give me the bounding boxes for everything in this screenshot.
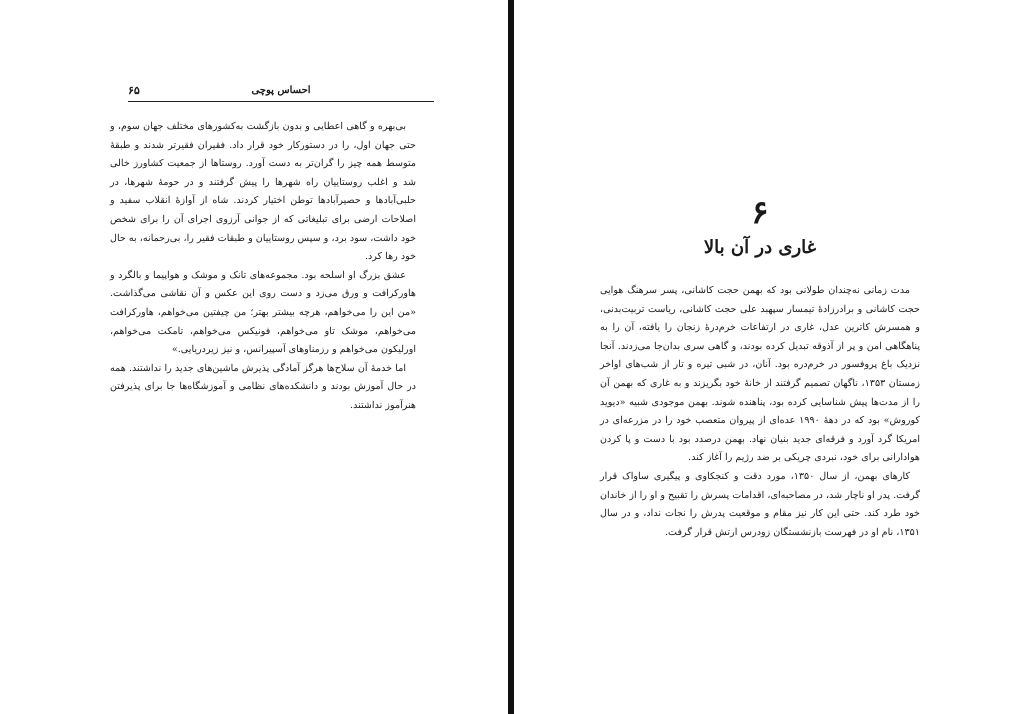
page-number: ۶۵ [128, 84, 140, 97]
running-title: احساس پوچی [251, 85, 311, 96]
right-page-body [600, 282, 920, 542]
chapter-number: ۶ [751, 193, 769, 231]
paragraph: بی‌بهره و گاهی اعطایی و بدون بازگشت به‌کشورهای مختلف جهان سوم، و حتی جهان اول، را در دستورکار خود قرار داد. فقیران فقیرتر شدند و طبقهٔ متوسط همه چیز را گران‌تر به دست آورد. روستاها از جمعیت کشاورز خالی شد و اغلب روستاییان راه شهرها را پیش گرفتند و در حومهٔ شهرها، در حلبی‌آبادها و حصیرآبادها توطن اختیار کردند. شاه از آوازهٔ انقلاب سفید و اصلاحات ارضی برای تبلیغاتی که از جوانی آرزوی اجرای آن را برای شخص خود داشت، سود برد، و سپس روستاییان و طبقات فقیر را، بی‌رحمانه، به حال خود رها کرد. [110, 121, 416, 263]
header-rule [128, 101, 434, 102]
paragraph: عشق بزرگ او اسلحه بود. مجموعه‌های تانک و موشک و هواپیما و بالگرد و هاورکرافت و ورق می‌زد و دست روی این عکس و آن نقاشی می‌گذاشت. «من این را می‌خواهم، هرچه بیشتر بهتر؛ من چیفتین می‌خواهم، هاورکرافت می‌خواهم، موشک تاو می‌خواهم، فونیکس می‌خواهم، تامکت می‌خواهم، اورلیکون می‌خواهم و رزمناوهای آسپیرانس، و نیز زیردریایی.» [110, 269, 416, 356]
running-header [128, 82, 434, 100]
paragraph: کارهای بهمن، از سال ۱۳۵۰، مورد دقت و کنجکاوی و پیگیری ساواک قرار گرفت. پدر او ناچار شد، در مصاحبه‌ای، اقدامات پسرش را تقبیح و او را از خاندان خود طرد کند. حتی این کار نیز مقام و موقعیت پدرش را نجات نداد، و در سال ۱۳۵۱، نام او در فهرست بازنشستگان زودرس ارتش قرار گرفت. [600, 470, 920, 538]
chapter-title: غاری در آن بالا [703, 237, 817, 258]
paragraph: مدت زمانی نه‌چندان طولانی بود که بهمن حجت کاشانی، پسر سرهنگ هوایی حجت کاشانی و برادرزادهٔ تیمسار سپهبد علی حجت کاشانی، ریاست تربیت‌بدنی، و همسرش کاترین عدل، غاری در ارتفاعات خرم‌درهٔ زنجان را یافته، آن را به پناهگاهی امن و پر از آذوقه تبدیل کرده بودند، و گاهی سری بدان‌جا می‌زدند. آنجا نزدیک باغ پروفسور در خرم‌دره بود. آنان، در شبی تیره و تار از شب‌های اواخر زمستان ۱۳۵۳، ناگهان تصمیم گرفتند از خانهٔ خود بگریزند و به غاری که بهمن آن را از مدت‌ها پیش شناسایی کرده بود، پناهنده شوند. بهمن موجودی شبیه «دیوید کوروش» بود که در دههٔ ۱۹۹۰ عده‌ای از پیروان متعصب خود را در مزرعه‌ای در امریکا گرد آورد و فرقه‌ای جدید بنیان نهاد. بهمن درصدد بود با دست و پا کردن هوادارانی برای خود، نبردی چریکی بر ضد رژیم را آغاز کند. [600, 285, 921, 464]
left-page-body [110, 118, 416, 416]
paragraph: اما خدمهٔ آن سلاح‌ها هرگز آمادگی پذیرش ماشین‌های جدید را نداشتند. همه در حال آموزش بودند و دانشکده‌های نظامی و آموزشگاه‌ها جا برای پذیرفتن هنرآموز نداشتند. [110, 362, 416, 411]
